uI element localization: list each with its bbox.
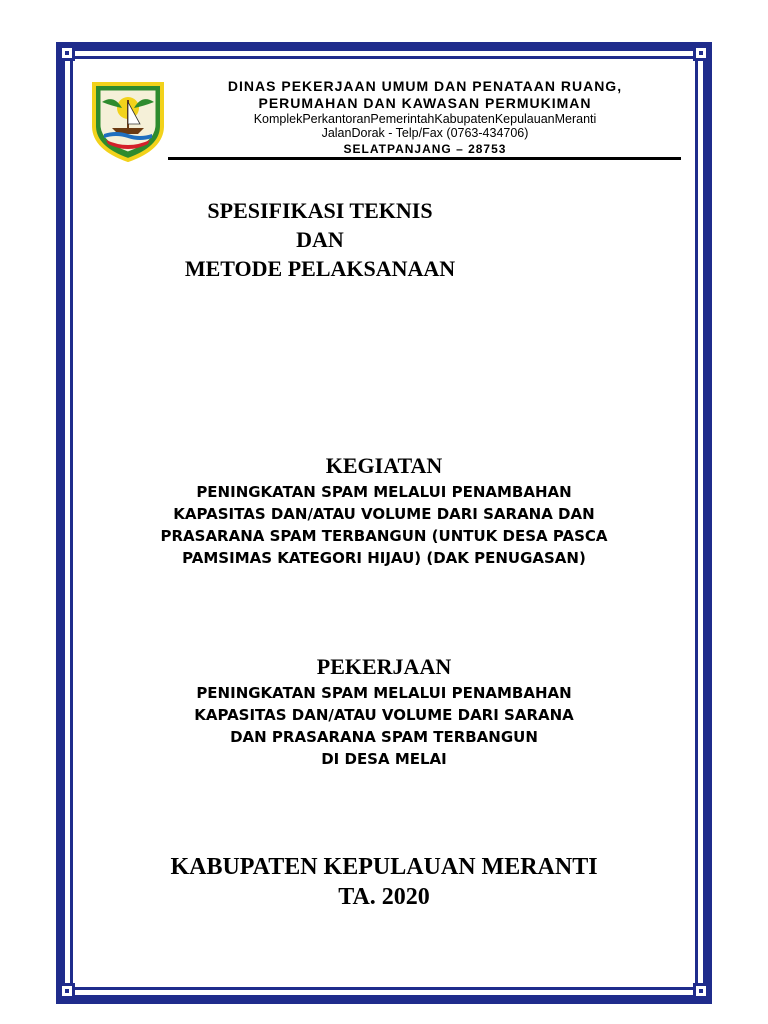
kegiatan-heading: KEGIATAN <box>325 453 443 478</box>
border-corner-top-right <box>693 45 709 61</box>
pekerjaan-heading: PEKERJAAN <box>316 654 452 679</box>
agency-name-line1: DINAS PEKERJAAN UMUM DAN PENATAAN RUANG, <box>227 78 623 94</box>
footer-region: KABUPATEN KEPULAUAN MERANTI <box>170 854 598 880</box>
document-footer <box>84 852 684 912</box>
title-line1: SPESIFIKASI TEKNIS <box>207 198 433 223</box>
agency-address-line2: JalanDorak - Telp/Fax (0763-434706) <box>321 126 529 140</box>
kegiatan-description <box>84 481 684 569</box>
agency-letterhead <box>170 78 680 157</box>
kegiatan-line: PENINGKATAN SPAM MELALUI PENAMBAHAN <box>196 483 572 501</box>
kegiatan-line: PRASARANA SPAM TERBANGUN (UNTUK DESA PASCA <box>160 527 608 545</box>
agency-city: SELATPANJANG – 28753 <box>343 142 507 156</box>
border-corner-bottom-left <box>59 983 75 999</box>
footer-year: TA. 2020 <box>338 884 430 910</box>
border-corner-bottom-right <box>693 983 709 999</box>
title-line3: METODE PELAKSANAAN <box>184 256 456 281</box>
pekerjaan-line: PENINGKATAN SPAM MELALUI PENAMBAHAN <box>196 684 572 702</box>
pekerjaan-description <box>84 682 684 770</box>
kegiatan-line: KAPASITAS DAN/ATAU VOLUME DARI SARANA DAN <box>173 505 595 523</box>
pekerjaan-line: DI DESA MELAI <box>321 750 447 768</box>
agency-address-line1: KomplekPerkantoranPemerintahKabupatenKepulauanMeranti <box>253 112 597 126</box>
kegiatan-line: PAMSIMAS KATEGORI HIJAU) (DAK PENUGASAN) <box>182 549 586 567</box>
border-corner-top-left <box>59 45 75 61</box>
regency-emblem-icon <box>88 78 168 162</box>
pekerjaan-line: KAPASITAS DAN/ATAU VOLUME DARI SARANA <box>194 706 574 724</box>
document-title <box>120 196 520 283</box>
title-line2: DAN <box>296 227 344 252</box>
agency-name-line2: PERUMAHAN DAN KAWASAN PERMUKIMAN <box>258 95 592 111</box>
pekerjaan-line: DAN PRASARANA SPAM TERBANGUN <box>230 728 538 746</box>
letterhead-rule <box>168 157 681 160</box>
